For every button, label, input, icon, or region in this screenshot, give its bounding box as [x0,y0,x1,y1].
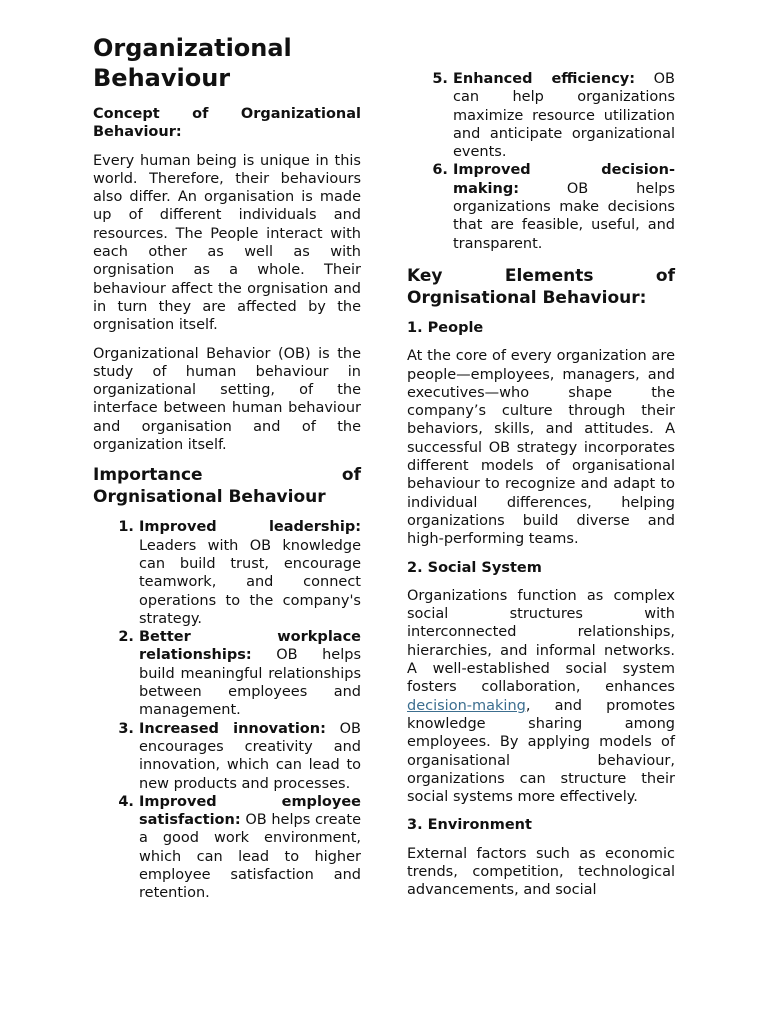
list-item [139,793,361,902]
list-item [139,518,361,628]
importance-list [93,518,361,902]
list-item [453,70,675,161]
concept-paragraph-1: Every human being is unique in this world. Therefore, their behaviours also differ. An organisation is made up of different individuals and resources. The People interact with each other as well as with orgnisation as a whole. Their behaviour affect the orgnisation and in turn they are affected by the orgnisation itself. [93,152,361,334]
decision-making-link[interactable]: decision-making [407,697,526,714]
social-system-heading: 2. Social System [407,559,542,576]
list-item [139,628,361,719]
list-item-text: OB helps create a good work environment, which can lead to higher employee satisfaction and retention. [139,812,361,902]
list-item-title: Improved decision-making: [453,162,675,197]
key-elements-heading: Key Elements of Orgnisational Behaviour: [407,265,675,308]
environment-heading: 3. Environment [407,817,532,834]
page-title: Organizational Behaviour [93,34,292,92]
concept-paragraph-2: Organizational Behavior (OB) is the study of human behaviour in organizational setting, of the interface between human behaviour and organisation and of the organization itself. [93,345,361,454]
left-column [93,33,361,902]
right-column [407,33,675,910]
list-item-title: Better workplace relationships: [139,629,361,664]
people-paragraph: At the core of every organization are people—employees, managers, and executives—who shape the company’s culture through their behaviors, skills, and attitudes. A successful OB strategy incorporates different models of organisational behaviour to recognize and adapt to individual differences, helping organizations build diverse and high-performing teams. [407,348,675,548]
list-item-text: OB encourages creativity and innovation, which can lead to new products and processes. [139,720,361,792]
list-item-text: OB can help organizations maximize resource utilization and anticipate organizational events. [453,71,675,161]
importance-list-continued [407,70,675,253]
social-system-paragraph [407,587,675,807]
social-text-before: Organizations function as complex social structures with interconnected relationships, hierarchies, and informal networks. A well-established social system fosters collaboration, enhances [407,587,675,696]
people-heading: 1. People [407,319,484,336]
social-text-after: , and promotes knowledge sharing among employees. By applying models of organisational behaviour, organizations can structure their social systems more effectively. [407,697,675,806]
list-item-text: OB helps build meaningful relationships between employees and management. [139,647,361,719]
list-item-title: Improved leadership: [139,519,361,536]
list-item-title: Improved employee satisfaction: [139,793,361,829]
list-item-text: Leaders with OB knowledge can build trust, encourage teamwork, and connect operations to the company's strategy. [139,537,361,627]
list-item-title: Enhanced efficiency: [453,71,636,87]
list-item [139,720,361,793]
environment-paragraph: External factors such as economic trends, competition, technological advancements, and social [407,845,675,899]
list-item [453,161,675,252]
concept-heading: Concept of Organizational Behaviour: [93,106,361,141]
importance-heading: Importance of Orgnisational Behaviour [93,465,361,508]
list-item-title: Increased innovation: [139,720,326,737]
list-item-text: OB helps organizations make decisions that are feasible, useful, and transparent. [453,180,675,252]
